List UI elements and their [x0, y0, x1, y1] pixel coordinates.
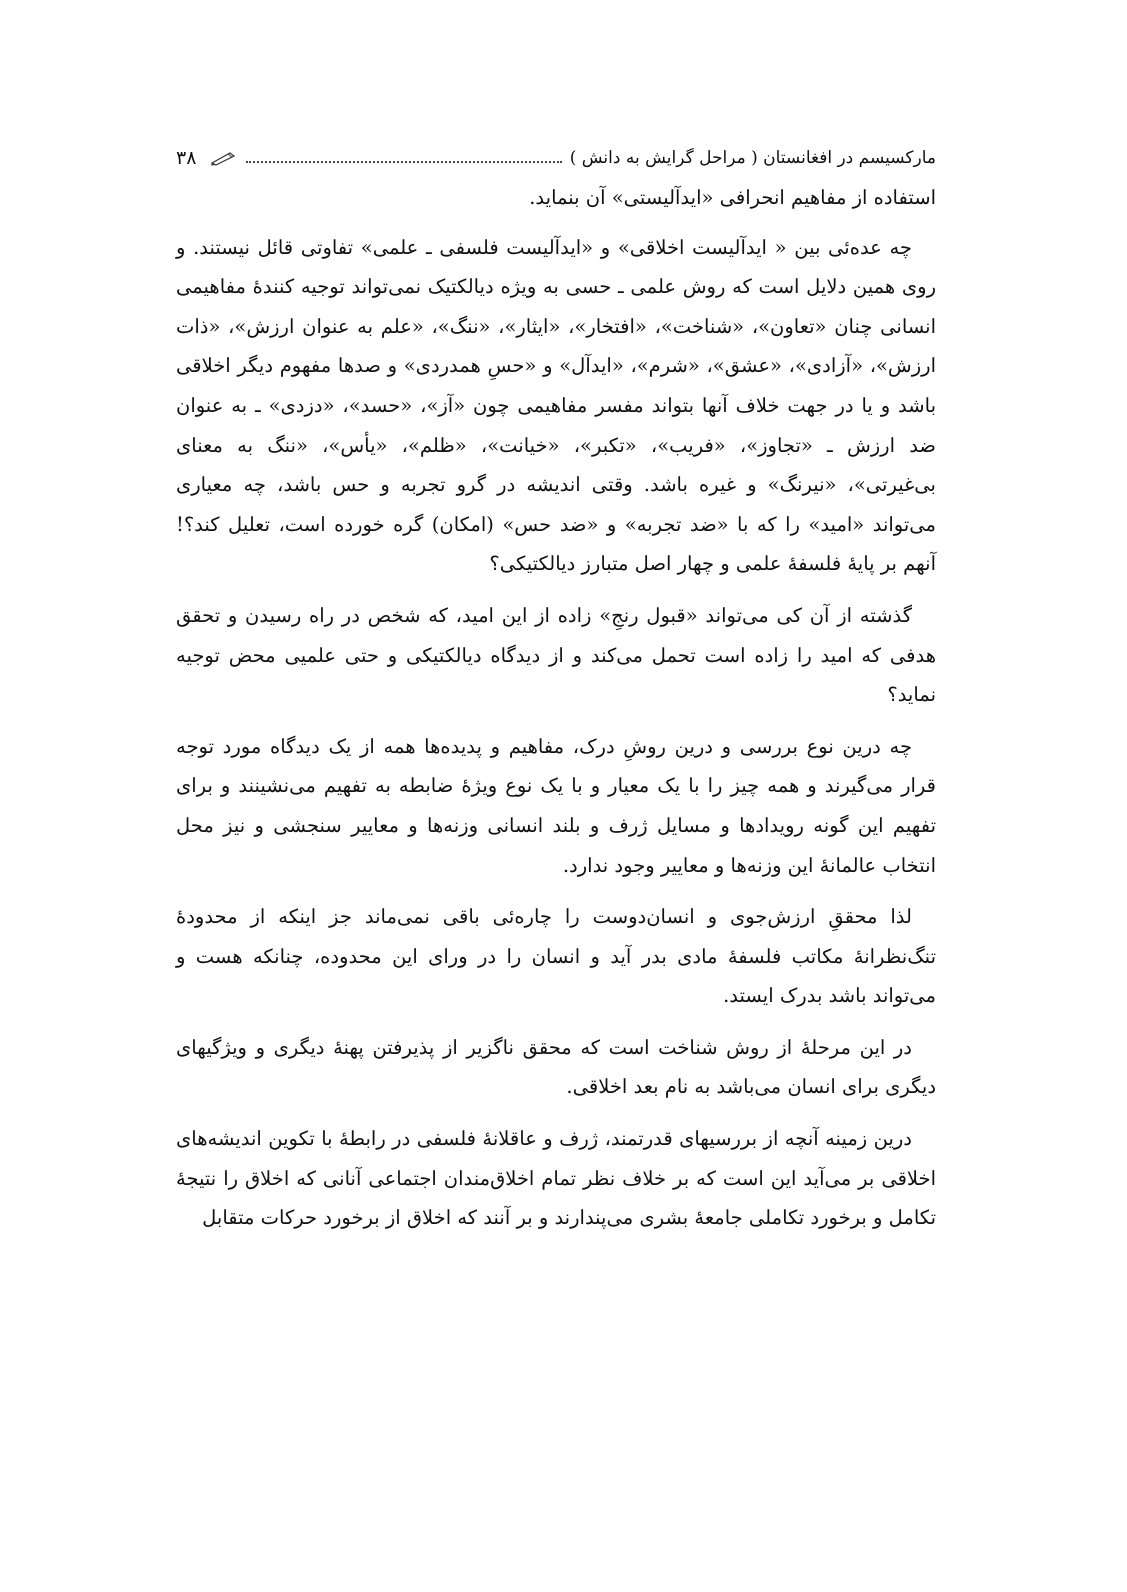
book-page: [176, 140, 936, 1250]
paragraph: لذا محققِ ارزش‌جوی و انسان‌دوست را چاره‌ئی باقی نمی‌ماند جز اینکه از محدودهٔ تنگ‌نظرانهٔ مکاتب فلسفهٔ مادی بدر آید و انسان را در ورای این محدوده، چنانکه هست و می‌تواند باشد بدرک ایستد.: [176, 905, 936, 1008]
pencil-icon: [210, 150, 238, 166]
paragraph: چه درین نوع بررسی و درین روشِ درک، مفاهیم و پدیده‌ها همه از یک دیدگاه مورد توجه قرار می‌گیرند و همه چیز را با یک معیار و با یک نوع ویژهٔ ضابطه به تفهیم می‌نشینند و برای تفهیم این گونه رویدادها و مسایل ژرف و بلند انسانی وزنه‌ها و معاییر سنجشی و نیز محل انتخاب عالمانهٔ این وزنه‌ها و معاییر وجود ندارد.: [176, 734, 936, 877]
body-text: [176, 178, 936, 1238]
header-title: مارکسیسم در افغانستان ( مراحل گرایش به دانش ): [569, 148, 936, 168]
paragraph: در این مرحلهٔ از روش شناخت است که محقق ناگزیر از پذیرفتن پهنهٔ دیگری و ویژگیهای دیگری برای انسان می‌باشد به نام بعد اخلاقی.: [176, 1035, 936, 1099]
header-dotted-leader: [246, 161, 561, 163]
page-number: ۳۸: [176, 147, 197, 169]
running-header: [176, 140, 936, 176]
paragraph: درین زمینه آنچه از بررسیهای قدرتمند، ژرف و عاقلانهٔ فلسفی در رابطهٔ با تکوین اندیشه‌های اخلاقی بر می‌آید این است که بر خلاف نظر تمام اخلاق‌مندان اجتماعی آنانی که اخلاق را نتیجهٔ تکامل و برخورد تکاملی جامعهٔ بشری می‌پندارند و بر آنند که اخلاق از برخورد حرکات متقابل: [176, 1127, 936, 1230]
paragraph: گذشته از آن کی می‌تواند «قبول رنجِ» زاده از این امید، که شخص در راه رسیدن و تحقق هدفی که امید را زاده است تحمل می‌کند و از دیدگاه دیالکتیکی و حتی علمیی محض توجیه نماید؟: [176, 603, 936, 707]
paragraph: چه عده‌ئی بین « ایدآلیست اخلاقی» و «ایدآلیست فلسفی ـ علمی» تفاوتی قائل نیستند. و روی همین دلایل است که روش علمی ـ حسی به ویژه دیالکتیک نمی‌تواند توجیه کنندهٔ مفاهیمی انسانی چنان «تعاون»، «شناخت»، «افتخار»، «ایثار»، «ننگ»، «علم به عنوان ارزش»، «ذات ارزش»، «آزادی»، «عشق»، «شرم»، «ایدآل» و «حسِ همدردی» و صدها مفهوم دیگر اخلاقی باشد و یا در جهت خلاف آنها بتواند مفسر مفاهیمی چون «آز»، «حسد»، «دزدی» ـ به عنوان ضد ارزش ـ «تجاوز»، «فریب»، «تکبر»، «خیانت»، «ظلم»، «یأس»، «ننگ به معنای بی‌غیرتی»، «نیرنگ» و غیره باشد. وقتی اندیشه در گرو تجربه و حس باشد، چه معیاری می‌تواند «امید» را که با «ضد تجربه» و «ضد حس» (امکان) گره خورده است، تعلیل کند؟! آنهم بر پایهٔ فلسفهٔ علمی و چهار اصل متبارز دیالکتیکی؟: [176, 235, 936, 576]
paragraph: استفاده از مفاهیم انحرافی «ایدآلیستی» آن بنماید.: [529, 186, 936, 209]
